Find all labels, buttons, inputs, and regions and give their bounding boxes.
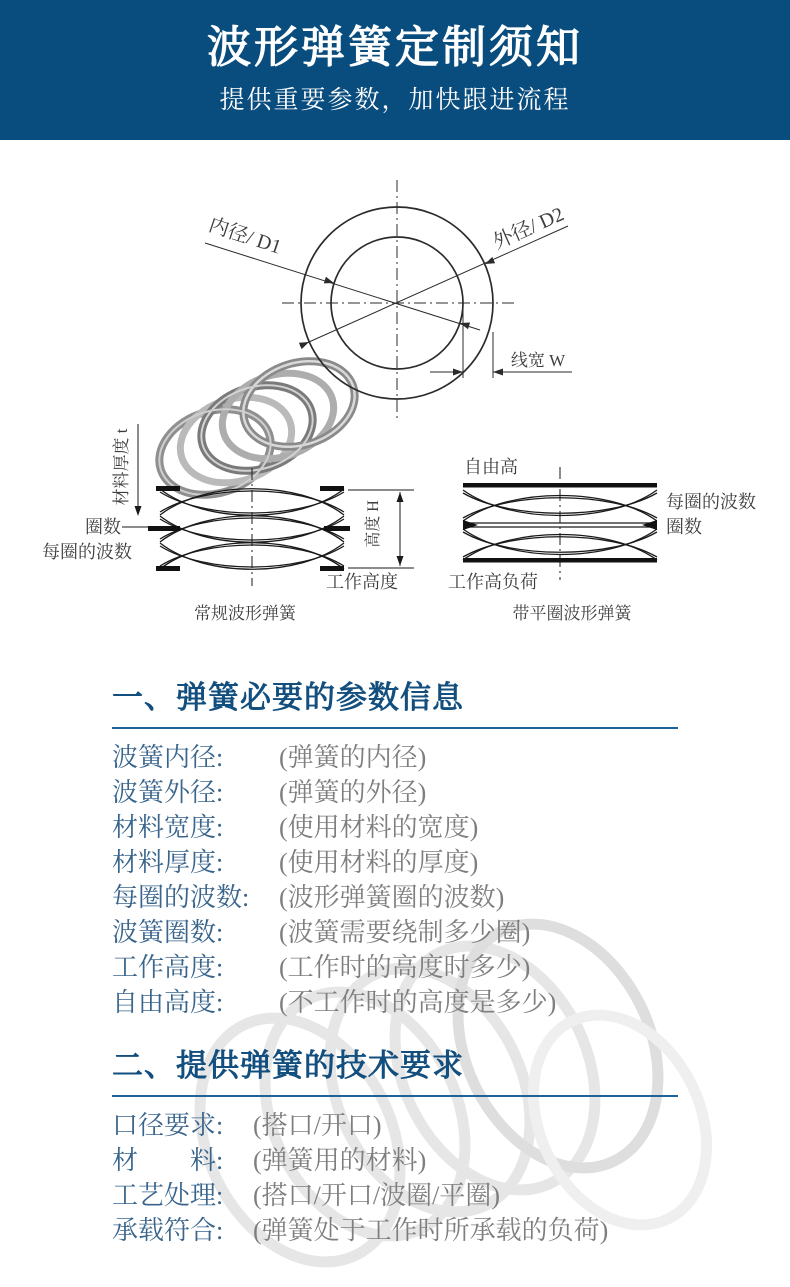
param-label: 承载符合: [112,1216,224,1245]
free-height-label: 自由高 [464,457,518,477]
spring-photo-3d [148,347,366,508]
list-item [112,1108,678,1143]
param-label: 材料厚度: [112,848,224,877]
param-desc: (弹簧的外径) [279,778,427,807]
section2-title: 二、提供弹簧的技术要求 [112,1048,464,1083]
waves-per-turn-left-label: 每圈的波数 [42,542,132,562]
list-item [112,915,678,950]
list-item [112,880,678,915]
caption-right: 带平圈波形弹簧 [512,604,632,623]
param-desc: (不工作时的高度是多少) [279,988,557,1017]
param-desc: (弹簧用的材料) [253,1146,427,1175]
work-height-label: 工作高度 [326,572,398,592]
param-label: 工艺处理: [112,1181,224,1210]
list-item [112,810,678,845]
param-desc: (使用材料的宽度) [279,813,479,842]
param-label: 波簧圈数: [112,918,224,947]
page-title: 波形弹簧定制须知 [207,23,583,73]
inner-diameter-label: 内径/ D1 [205,213,284,259]
param-desc: (搭口/开口) [253,1111,382,1140]
param-label: 口径要求: [112,1111,224,1140]
waves-per-turn-right-label: 每圈的波数 [666,492,756,512]
param-desc: (波簧需要绕制多少圈) [279,918,531,947]
list-item [112,985,678,1020]
param-desc: (弹簧的内径) [279,743,427,772]
section1-title: 一、弹簧必要的参数信息 [112,680,464,715]
section2-divider [112,1095,678,1097]
list-item [112,740,678,775]
param-label: 自由高度: [112,988,224,1017]
param-label: 每圈的波数: [112,883,250,912]
param-label: 波簧内径: [112,743,224,772]
turns-right-label: 圈数 [666,517,702,537]
caption-left: 常规波形弹簧 [194,604,296,623]
list-item [112,1143,678,1178]
section-technical-requirements [112,1046,678,1248]
param-desc: (使用材料的厚度) [279,848,479,877]
list-item [112,1178,678,1213]
list-item [112,950,678,985]
param-desc: (弹簧处于工作时所承载的负荷) [253,1216,609,1245]
section2-list [112,1108,678,1248]
section-required-parameters [112,678,678,1020]
page-subtitle: 提供重要参数，加快跟进流程 [219,85,571,114]
param-label: 材料宽度: [112,813,224,842]
header-banner [0,0,790,140]
section1-divider [112,727,678,729]
work-height-load-label: 工作高负荷 [448,572,538,592]
param-desc: (搭口/开口/波圈/平圈) [253,1181,500,1210]
turns-left-label: 圈数 [85,517,121,537]
height-dim-label: 高度 H [365,500,382,548]
section1-list [112,740,678,1020]
param-desc: (工作时的高度时多少) [279,953,531,982]
list-item [112,845,678,880]
line-width-label: 线宽 W [510,351,566,370]
wave-spring-right [463,467,657,580]
param-label: 工作高度: [112,953,224,982]
param-label: 材 料: [112,1146,224,1175]
param-desc: (波形弹簧圈的波数) [279,883,505,912]
list-item [112,775,678,810]
list-item [112,1213,678,1248]
material-thickness-label: 材料厚度 t [112,428,131,506]
outer-diameter-label: 外径/ D2 [489,203,568,254]
param-label: 波簧外径: [112,778,224,807]
